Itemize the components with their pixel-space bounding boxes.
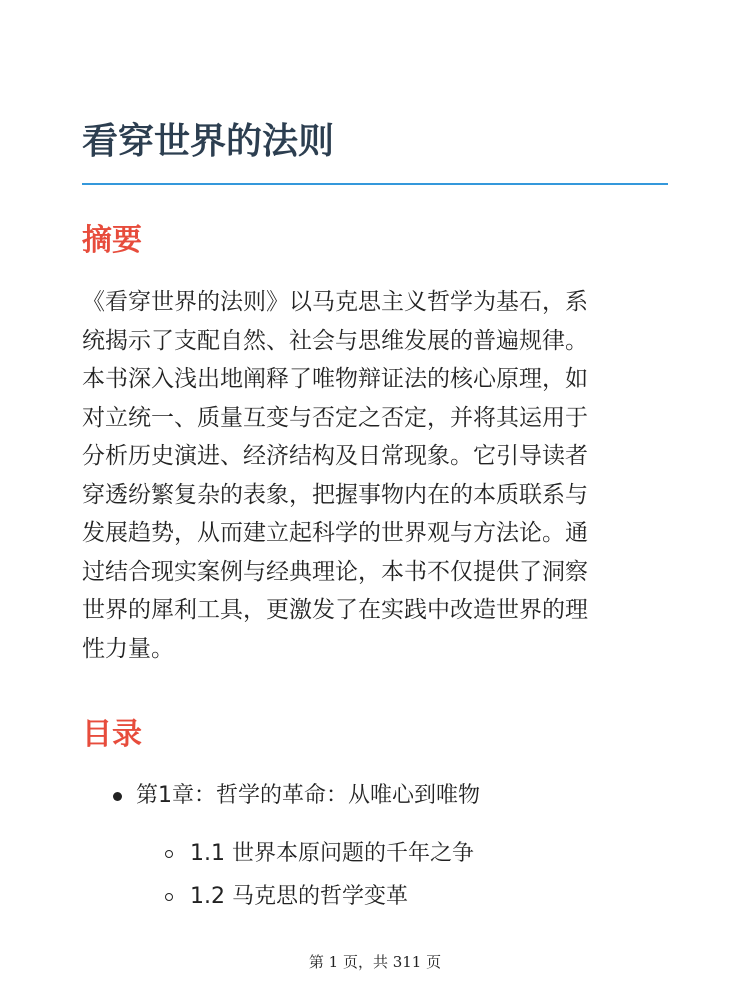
abstract-paragraph bbox=[82, 283, 668, 668]
abstract-line: 性力量。 bbox=[82, 635, 174, 662]
abstract-line: 统揭示了支配自然、社会与思维发展的普遍规律。 bbox=[82, 327, 588, 354]
title-divider bbox=[82, 183, 668, 185]
toc-section-1-1-link[interactable]: 1.1 世界本原问题的千年之争 bbox=[190, 841, 474, 866]
abstract-line: 分析历史演进、经济结构及日常现象。它引导读者 bbox=[82, 443, 588, 469]
abstract-line: 对立统一、质量互变与否定之否定，并将其运用于 bbox=[82, 404, 588, 431]
abstract-line: 《看穿世界的法则》以马克思主义哲学为基石，系 bbox=[82, 289, 588, 315]
bullet-disc-icon bbox=[113, 792, 122, 801]
toc-heading: 目录 bbox=[82, 717, 142, 752]
abstract-line: 世界的犀利工具，更激发了在实践中改造世界的理 bbox=[82, 597, 588, 623]
toc-chapter-1-link[interactable]: 第1章：哲学的革命：从唯心到唯物 bbox=[136, 783, 480, 808]
abstract-line: 穿透纷繁复杂的表象，把握事物内在的本质联系与 bbox=[82, 481, 588, 508]
page-number-footer: 第 1 页，共 311 页 bbox=[308, 953, 442, 971]
abstract-heading: 摘要 bbox=[82, 223, 142, 258]
toc-section-1-2-link[interactable]: 1.2 马克思的哲学变革 bbox=[190, 884, 408, 909]
abstract-line: 本书深入浅出地阐释了唯物辩证法的核心原理，如 bbox=[82, 366, 588, 392]
document-title: 看穿世界的法则 bbox=[82, 121, 335, 162]
bullet-circle-icon bbox=[165, 850, 173, 858]
bullet-circle-icon bbox=[165, 893, 173, 901]
abstract-line: 过结合现实案例与经典理论，本书不仅提供了洞察 bbox=[82, 558, 588, 585]
abstract-line: 发展趋势，从而建立起科学的世界观与方法论。通 bbox=[82, 520, 588, 546]
